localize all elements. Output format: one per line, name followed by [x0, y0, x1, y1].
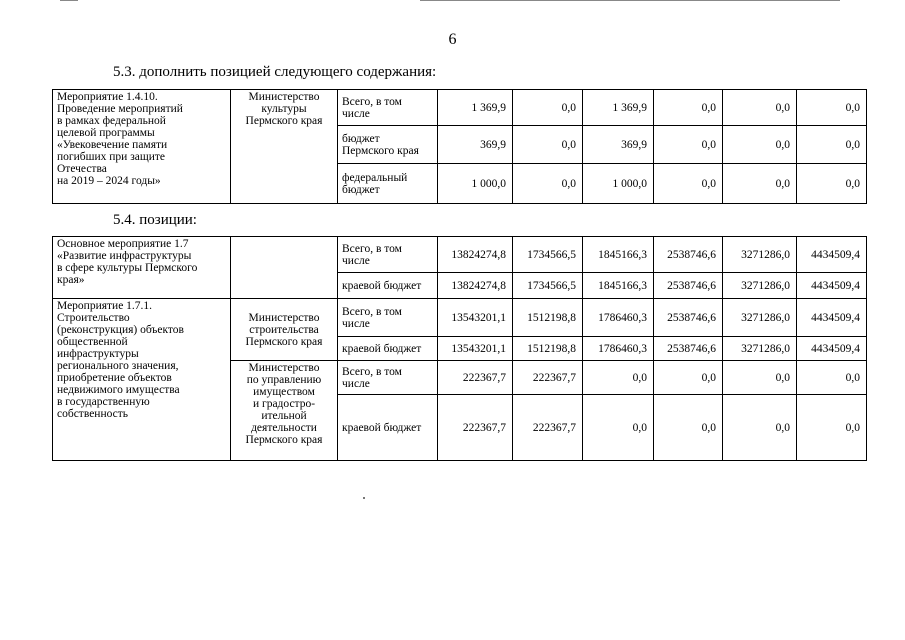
amount-cell: 0,0: [723, 126, 797, 164]
amount-cell: 0,0: [654, 395, 723, 461]
funding-source: федеральный бюджет: [338, 164, 438, 204]
amount-cell: 0,0: [513, 126, 583, 164]
measure-description: Основное мероприятие 1.7 «Развитие инфраструктуры в сфере культуры Пермского края»: [53, 237, 231, 299]
amount-cell: 222367,7: [513, 395, 583, 461]
amount-cell: 4434509,4: [797, 299, 867, 337]
responsible-organization: Министерство культуры Пермского края: [231, 90, 338, 204]
amount-cell: 0,0: [723, 361, 797, 395]
table-row: [53, 237, 867, 273]
scan-edge-right: [420, 0, 840, 1]
funding-source: Всего, в том числе: [338, 90, 438, 126]
amount-cell: 0,0: [583, 361, 654, 395]
funding-source: Всего, в том числе: [338, 299, 438, 337]
funding-source: Всего, в том числе: [338, 237, 438, 273]
scan-edge-left: [60, 0, 78, 1]
amount-cell: 1512198,8: [513, 337, 583, 361]
amount-cell: 0,0: [654, 126, 723, 164]
amount-cell: 4434509,4: [797, 237, 867, 273]
funding-source: бюджет Пермского края: [338, 126, 438, 164]
amount-cell: 13543201,1: [438, 299, 513, 337]
scan-speck: [363, 497, 365, 499]
amount-cell: 4434509,4: [797, 337, 867, 361]
amount-cell: 0,0: [583, 395, 654, 461]
measure-description: Мероприятие 1.4.10. Проведение мероприятий в рамках федеральной целевой программы «Увековечение памяти погибших при защите Отечества на 2019 – 2024 годы»: [53, 90, 231, 204]
amount-cell: 0,0: [797, 90, 867, 126]
amount-cell: 0,0: [797, 164, 867, 204]
amount-cell: 222367,7: [438, 395, 513, 461]
amount-cell: 1734566,5: [513, 273, 583, 299]
amount-cell: 3271286,0: [723, 337, 797, 361]
amount-cell: 0,0: [797, 395, 867, 461]
responsible-organization: [231, 237, 338, 299]
amount-cell: 1786460,3: [583, 337, 654, 361]
amount-cell: 3271286,0: [723, 273, 797, 299]
amount-cell: 2538746,6: [654, 299, 723, 337]
section-5-3-heading: 5.3. дополнить позицией следующего содержания:: [113, 64, 437, 80]
amount-cell: 0,0: [654, 90, 723, 126]
amount-cell: 0,0: [723, 395, 797, 461]
section-5-4-heading: 5.4. позиции:: [113, 212, 197, 228]
amount-cell: 2538746,6: [654, 273, 723, 299]
amount-cell: 0,0: [654, 361, 723, 395]
amount-cell: 3271286,0: [723, 237, 797, 273]
funding-source: краевой бюджет: [338, 273, 438, 299]
amount-cell: 0,0: [654, 164, 723, 204]
amount-cell: 1845166,3: [583, 273, 654, 299]
amount-cell: 369,9: [583, 126, 654, 164]
amount-cell: 1786460,3: [583, 299, 654, 337]
amount-cell: 222367,7: [513, 361, 583, 395]
table-row: [53, 299, 867, 337]
amount-cell: 1 000,0: [583, 164, 654, 204]
page-number: 6: [448, 31, 457, 48]
section-5-3-table: [52, 89, 867, 204]
amount-cell: 1 369,9: [583, 90, 654, 126]
amount-cell: 1512198,8: [513, 299, 583, 337]
amount-cell: 0,0: [797, 361, 867, 395]
amount-cell: 1 000,0: [438, 164, 513, 204]
funding-source: краевой бюджет: [338, 337, 438, 361]
amount-cell: 1734566,5: [513, 237, 583, 273]
amount-cell: 0,0: [723, 164, 797, 204]
amount-cell: 0,0: [797, 126, 867, 164]
section-5-4-table: [52, 236, 867, 461]
amount-cell: 13543201,1: [438, 337, 513, 361]
amount-cell: 369,9: [438, 126, 513, 164]
amount-cell: 2538746,6: [654, 237, 723, 273]
amount-cell: 0,0: [513, 164, 583, 204]
amount-cell: 13824274,8: [438, 273, 513, 299]
amount-cell: 3271286,0: [723, 299, 797, 337]
amount-cell: 2538746,6: [654, 337, 723, 361]
funding-source: краевой бюджет: [338, 395, 438, 461]
amount-cell: 0,0: [723, 90, 797, 126]
amount-cell: 13824274,8: [438, 237, 513, 273]
responsible-organization: Министерство по управлению имуществом и градостро- ительной деятельности Пермского края: [231, 361, 338, 461]
amount-cell: 4434509,4: [797, 273, 867, 299]
amount-cell: 1 369,9: [438, 90, 513, 126]
table-row: [53, 90, 867, 126]
amount-cell: 1845166,3: [583, 237, 654, 273]
responsible-organization: Министерство строительства Пермского края: [231, 299, 338, 361]
measure-description: Мероприятие 1.7.1. Строительство (реконструкция) объектов общественной инфраструктуры регионального значения, приобретение объектов недвижимого имущества в государственную собственность: [53, 299, 231, 461]
amount-cell: 0,0: [513, 90, 583, 126]
funding-source: Всего, в том числе: [338, 361, 438, 395]
amount-cell: 222367,7: [438, 361, 513, 395]
